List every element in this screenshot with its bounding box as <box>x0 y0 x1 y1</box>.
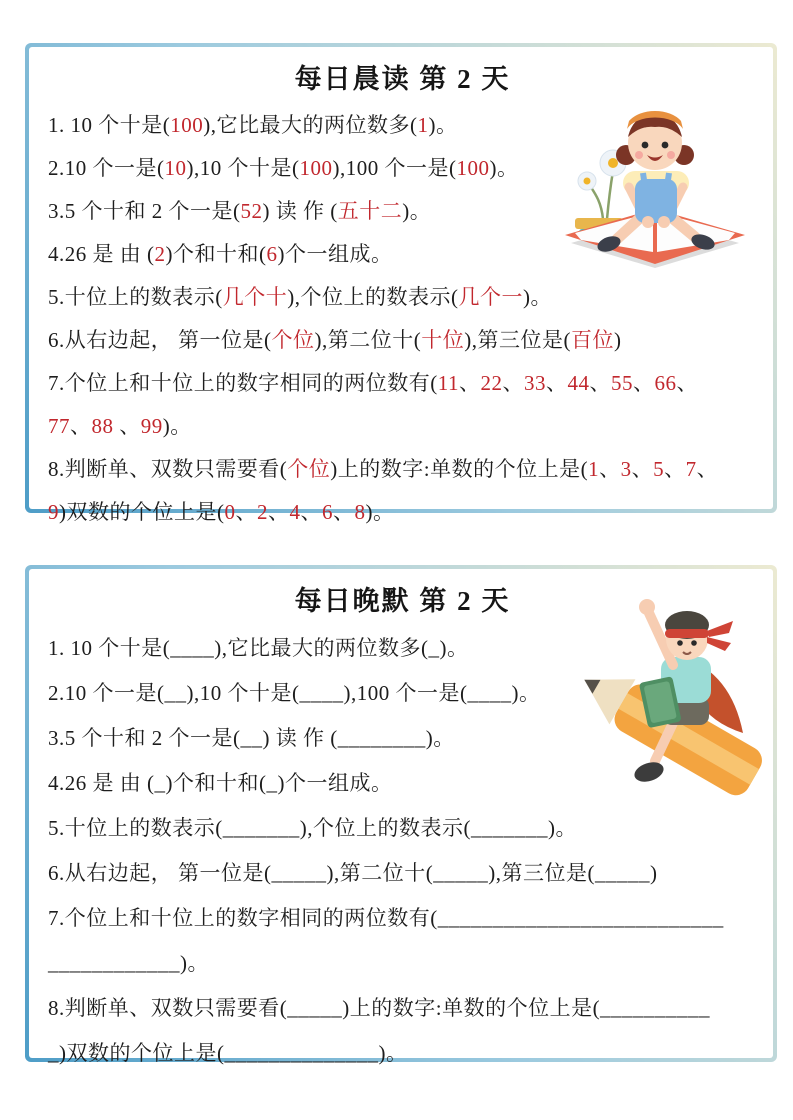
answer-text: 88 <box>91 414 114 438</box>
worksheet-line <box>48 626 757 671</box>
question-text: 、 <box>333 500 355 524</box>
question-text: 2.10 个一是( <box>48 156 165 180</box>
question-text: ),100 个一是( <box>332 156 457 180</box>
worksheet-line <box>48 806 757 851</box>
question-text: 、 <box>113 414 141 438</box>
question-text: 2.10 个一是(__),10 个十是(____),100 个一是(____)。 <box>48 681 541 705</box>
answer-text: 个位 <box>271 328 315 352</box>
question-text: 6.从右边起， 第一位是(_____),第二位十(_____),第三位是(_____) <box>48 861 658 885</box>
question-text: ),10 个十是( <box>186 156 300 180</box>
answer-text: 6 <box>322 500 333 524</box>
question-text: 、 <box>70 414 92 438</box>
answer-text: 8 <box>354 500 366 524</box>
worksheet-line <box>48 1031 757 1076</box>
question-text: 、 <box>664 457 686 481</box>
question-text: 、 <box>631 457 654 481</box>
answer-text: 11 <box>437 371 459 395</box>
question-text: 、 <box>599 457 621 481</box>
answer-text: 44 <box>567 371 590 395</box>
worksheet-line <box>48 405 757 448</box>
answer-text: 1 <box>417 113 429 137</box>
answer-text: 55 <box>610 371 633 395</box>
question-text: ),个位上的数表示( <box>287 285 459 309</box>
question-text: 8.判断单、双数只需要看( <box>48 457 288 481</box>
question-text: )双数的个位上是( <box>59 500 225 524</box>
question-text: )个一组成。 <box>277 242 393 266</box>
question-text: 、 <box>235 500 257 524</box>
worksheet-line <box>48 233 757 276</box>
answer-text: 66 <box>654 371 677 395</box>
answer-text: 1 <box>588 457 600 481</box>
question-text: 3.5 个十和 2 个一是( <box>48 199 241 223</box>
answer-text: 6 <box>266 242 278 266</box>
question-text: 、 <box>300 500 322 524</box>
worksheet-line <box>48 761 757 806</box>
question-text: 8.判断单、双数只需要看(_____)上的数字:单数的个位上是(__________ <box>48 996 711 1020</box>
question-text: ),它比最大的两位数多( <box>203 113 418 137</box>
question-text: 、 <box>268 500 290 524</box>
answer-text: 五十二 <box>337 199 403 223</box>
question-text: 3.5 个十和 2 个一是(__) 读 作 (________)。 <box>48 726 455 750</box>
question-text: 、 <box>676 371 698 395</box>
question-text: ),第三位是( <box>464 328 571 352</box>
answer-text: 0 <box>224 500 236 524</box>
question-text: 、 <box>632 371 655 395</box>
answer-text: 个位 <box>287 457 331 481</box>
evening-question-lines <box>48 626 757 1076</box>
question-text: )上的数字:单数的个位上是( <box>330 457 589 481</box>
question-text: )。 <box>428 113 458 137</box>
question-text: )。 <box>489 156 519 180</box>
question-text: 、 <box>696 457 719 481</box>
question-text: 5.十位上的数表示( <box>48 285 223 309</box>
answer-text: 100 <box>456 156 490 180</box>
morning-question-lines <box>48 104 757 534</box>
worksheet-line <box>48 190 757 233</box>
answer-text: 几个一 <box>458 285 523 309</box>
question-text: 4.26 是 由 (_)个和十和(_)个一组成。 <box>48 771 393 795</box>
question-text: ),第二位十( <box>314 328 422 352</box>
evening-recitation-panel <box>25 565 777 1065</box>
question-text: 1. 10 个十是( <box>48 113 171 137</box>
morning-reading-panel-inner <box>29 47 773 524</box>
worksheet-line <box>48 941 757 986</box>
question-text: _)双数的个位上是(______________)。 <box>48 1041 408 1065</box>
question-text: 7.个位上和十位上的数字相同的两位数有(__________________________ <box>48 906 724 930</box>
worksheet-line <box>48 986 757 1031</box>
question-text: 5.十位上的数表示(_______),个位上的数表示(_______)。 <box>48 816 577 840</box>
worksheet-line <box>48 491 757 534</box>
question-text: ____________)。 <box>48 951 209 975</box>
answer-text: 百位 <box>571 328 614 352</box>
worksheet-line <box>48 671 757 716</box>
worksheet-line <box>48 896 757 941</box>
answer-text: 52 <box>240 199 263 223</box>
question-text: )。 <box>523 285 552 309</box>
question-text: 7.个位上和十位上的数字相同的两位数有( <box>48 371 438 395</box>
answer-text: 十位 <box>421 328 465 352</box>
worksheet-line <box>48 851 757 896</box>
worksheet-line <box>48 319 757 362</box>
question-text: ) 读 作 ( <box>262 199 338 223</box>
question-text: 6.从右边起， 第一位是( <box>48 328 272 352</box>
evening-panel-title: 每日晚默 第 2 天 <box>294 586 511 616</box>
answer-text: 4 <box>289 500 301 524</box>
question-text: 、 <box>589 371 611 395</box>
question-text: )。 <box>402 199 432 223</box>
answer-text: 7 <box>685 457 697 481</box>
answer-text: 9 <box>48 500 59 524</box>
answer-text: 5 <box>653 457 665 481</box>
evening-recitation-panel-inner <box>29 569 773 1065</box>
answer-text: 33 <box>523 371 546 395</box>
answer-text: 几个十 <box>222 285 288 309</box>
answer-text: 2 <box>257 500 268 524</box>
question-text: )。 <box>365 500 395 524</box>
worksheet-line <box>48 716 757 761</box>
answer-text: 10 <box>164 156 187 180</box>
worksheet-line <box>48 448 757 491</box>
question-text: 、 <box>502 371 524 395</box>
answer-text: 22 <box>480 371 503 395</box>
answer-text: 2 <box>154 242 166 266</box>
answer-text: 77 <box>48 414 70 438</box>
worksheet-line <box>48 362 757 405</box>
answer-text: 99 <box>140 414 163 438</box>
answer-text: 100 <box>299 156 333 180</box>
morning-panel-title: 每日晨读 第 2 天 <box>294 64 511 94</box>
question-text: )。 <box>162 414 192 438</box>
worksheet-line <box>48 276 757 319</box>
question-text: 、 <box>458 371 481 395</box>
question-text: 1. 10 个十是(____),它比最大的两位数多(_)。 <box>48 636 469 660</box>
question-text: )个和十和( <box>165 242 267 266</box>
worksheet-line <box>48 104 757 147</box>
answer-text: 100 <box>170 113 204 137</box>
question-text: 4.26 是 由 ( <box>48 242 155 266</box>
answer-text: 3 <box>620 457 632 481</box>
question-text: ) <box>614 328 622 352</box>
morning-reading-panel <box>25 43 777 524</box>
question-text: 、 <box>545 371 568 395</box>
worksheet-line <box>48 147 757 190</box>
